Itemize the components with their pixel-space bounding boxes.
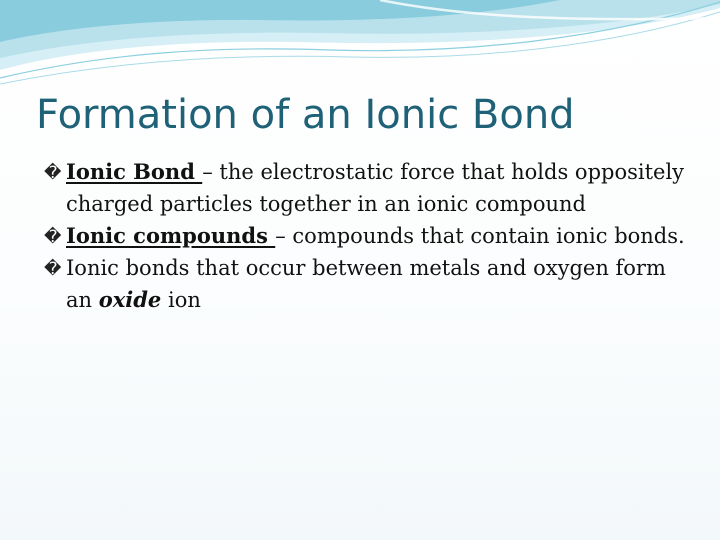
bullet-ionic-bond	[46, 156, 686, 220]
term-oxide: oxide	[98, 287, 162, 312]
slide-title: Formation of an Ionic Bond	[36, 92, 575, 138]
oxide-text-after: ion	[161, 288, 201, 312]
definition-ionic-compounds: – compounds that contain ionic bonds.	[275, 224, 685, 248]
header-wave-decoration	[0, 0, 720, 90]
bullet-list	[46, 156, 686, 316]
term-ionic-compounds: Ionic compounds	[66, 223, 276, 248]
bullet-oxide	[46, 252, 686, 316]
bullet-marker: �	[44, 227, 62, 247]
term-ionic-bond: Ionic Bond	[66, 159, 203, 184]
oxide-text-before: Ionic bonds that occur between metals and oxygen form an	[66, 256, 666, 312]
definition-ionic-bond: – the electrostatic force that holds oppositely charged particles together in an ionic compound	[66, 160, 685, 216]
bullet-ionic-compounds	[46, 220, 686, 252]
bullet-marker: �	[44, 163, 62, 183]
bullet-marker: �	[44, 259, 62, 279]
